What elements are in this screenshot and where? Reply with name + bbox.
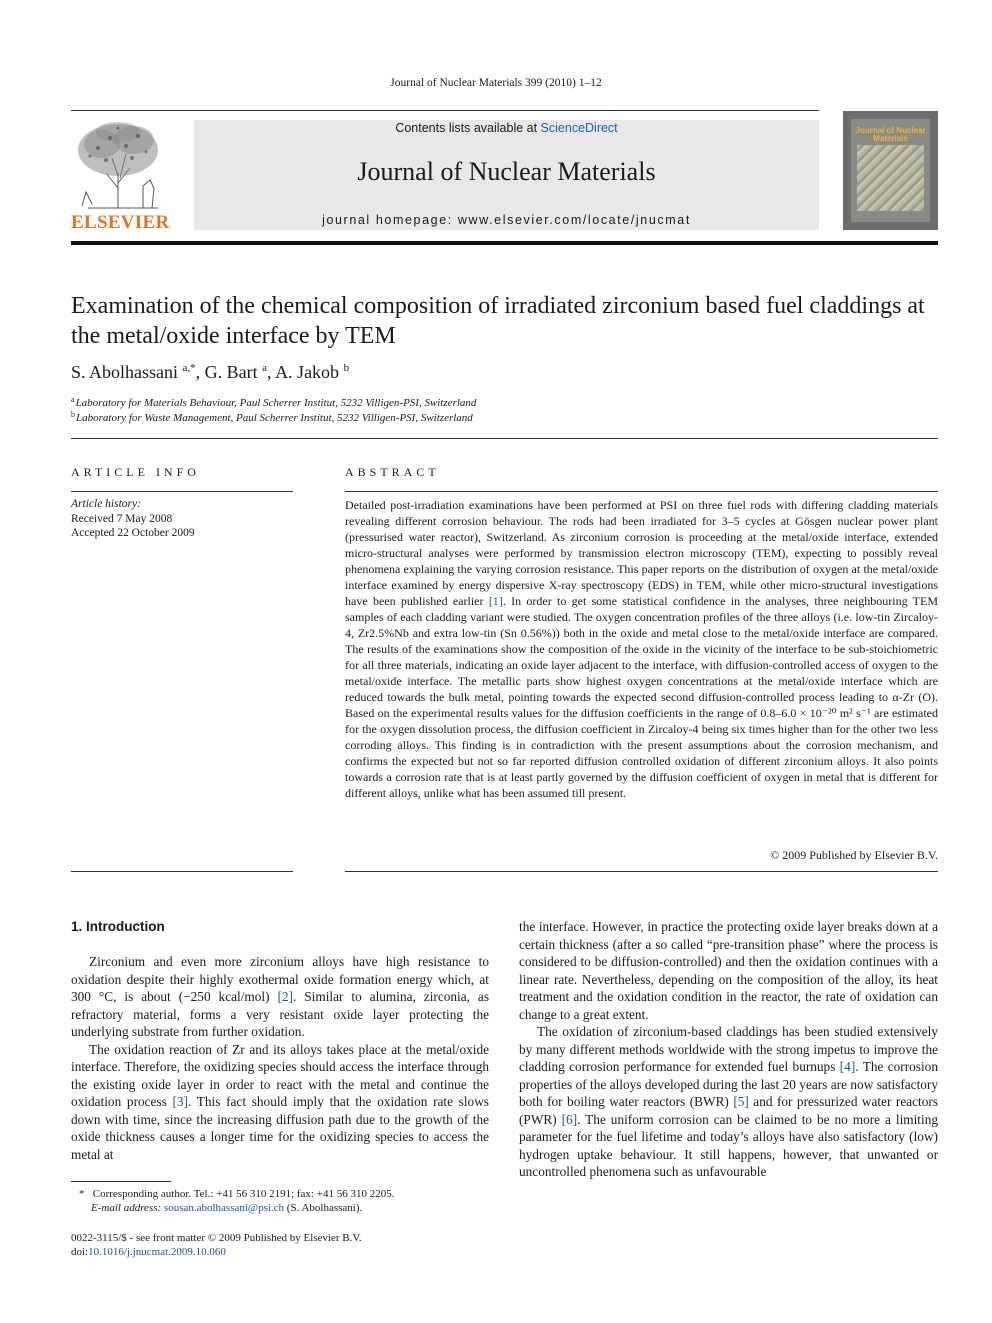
affiliation-rule (71, 438, 938, 439)
paragraph-text: . The corrosion properties of the alloys developed during the last 20 years are now satisfactory both for boiling water reactors (BWR) (519, 1059, 938, 1109)
author-affiliation-marker[interactable]: b (343, 362, 350, 374)
abstract-text-part: . In order to get some statistical confidence in the analyses, three neighbouring TEM samples of each cladding variant were studied. The oxygen concentration profiles of the three alloys (i.e. low-tin Zircaloy-4, Zr2.5%Nb and extra low-tin (Sn 0.56%)) both in the oxide and metal close to the metal/oxide interface are compared. The results of the examinations show the composition of the oxide in the vicinity of the interface to be sub-stoichiometric for all three materials, indicating an oxide layer adjacent to the interface, with diffusion-controlled access of oxygen to the metal/oxide interface. The metallic parts show highest oxygen concentrations at the metal/oxide interface which are reduced towards the bulk metal, pointing towards the expected second diffusion-controlled process leading to α-Zr (O). Based on the experimental results values for the diffusion coefficients in the range of 0.8–6.0 × 10⁻²⁰ m² s⁻¹ are estimated for the oxygen dissolution process, the diffusion coefficient in Zircaloy-4 being six times higher than for the other two less corroding alloys. This finding is in contradiction with the present assumptions about the corrosion mechanism, and confirms the expected but not so far reported diffusion controlled oxidation of different zirconium alloys. It also points towards a corrosion rate that is at least partly governed by the diffusion coefficient of oxygen in metal that is different for different alloys, unlike what has been assumed till present. (345, 594, 939, 800)
footnote-email-line (71, 1201, 394, 1215)
paragraph (71, 1041, 489, 1164)
author-affiliation-marker[interactable]: a (262, 362, 268, 374)
abstract-rule (345, 491, 938, 492)
paragraph-text: The oxidation reaction of Zr and its alloys takes place at the metal/oxide interface. Therefore, the oxidizing species should access the interface through the existing oxide layer in order to react with the metal and continue the oxidation process (71, 1041, 489, 1109)
author-affiliation-marker[interactable]: a,* (182, 362, 196, 374)
body-right-column (519, 918, 938, 1181)
sciencedirect-link[interactable]: ScienceDirect (540, 121, 618, 135)
journal-homepage[interactable]: journal homepage: www.elsevier.com/locate/jnucmat (322, 213, 691, 227)
affiliation-text: Laboratory for Waste Management, Paul Scherrer Institut, 5232 Villigen-PSI, Switzerland (76, 412, 473, 424)
footnote (71, 1187, 394, 1215)
header-thick-rule (71, 241, 938, 245)
affiliation-marker: a (71, 395, 75, 404)
paragraph-text: . The uniform corrosion can be claimed to be no more a limiting parameter for the fuel lifetime and today’s alloys have also satisfactory (low) hydrogen uptake behaviour. It still happens, however, that unwanted or uncontrolled phenomena such as unfavourable (519, 1111, 938, 1179)
footnote-rule (71, 1181, 171, 1182)
paragraph-text: Zirconium and even more zirconium alloys have high resistance to oxidation despite their highly exothermal oxide formation energy which, at 300 °C, is about (−250 kcal/mol) (71, 954, 489, 1004)
affiliation-text: Laboratory for Materials Behaviour, Paul Scherrer Institut, 5232 Villigen-PSI, Switzerland (75, 397, 477, 409)
contents-line (194, 121, 819, 135)
journal-title: Journal of Nuclear Materials (357, 157, 656, 186)
cover-inner (851, 119, 930, 222)
author-name: S. Abolhassani (71, 362, 179, 382)
author-name: A. Jakob (275, 362, 340, 382)
abstract-copyright: © 2009 Published by Elsevier B.V. (770, 848, 938, 862)
article-info-heading: ARTICLE INFO (71, 465, 200, 479)
article-title: Examination of the chemical composition of irradiated zirconium based fuel claddings at the metal/oxide interface by TEM (71, 293, 925, 349)
affiliation-marker: b (71, 410, 75, 419)
article-info-bottom-rule (71, 871, 293, 872)
email-owner: (S. Abolhassani). (286, 1202, 363, 1214)
doi-label: doi: (71, 1246, 89, 1258)
email-label: E-mail address: (91, 1202, 162, 1214)
citation-link[interactable]: [2] (277, 989, 293, 1004)
accepted-date: Accepted 22 October 2009 (71, 527, 195, 539)
affiliation-b (71, 410, 473, 424)
body-left-column (71, 953, 489, 1163)
header-rule (71, 110, 819, 111)
author-list: S. Abolhassani $^{a,*}$, G. Bart $^a$, A. Jakob $^b$ (71, 362, 350, 382)
paragraph-text: and for pressurized water reactors (PWR) (519, 1094, 938, 1127)
abstract-bottom-rule (345, 871, 938, 872)
history-label: Article history: (71, 498, 141, 510)
affiliation-a (71, 395, 476, 409)
citation-link[interactable]: [1] (488, 594, 503, 608)
elsevier-wordmark: ELSEVIER (71, 212, 170, 233)
issn-line: 0022-3115/$ - see front matter © 2009 Published by Elsevier B.V. (71, 1232, 362, 1244)
abstract-text-part: Detailed post-irradiation examinations have been performed at PSI on three fuel rods with differing cladding materials revealing different corrosion behaviour. The rods had been irradiated for 3–5 cycles at Gösgen nuclear power plant (pressurised water reactor), Switzerland. As zirconium corrosion is proceeding at the metal/oxide interface, extended micro-structural analyses were performed by transmission electron microscopy (TEM), expecting to possibly reveal phenomena explaining the varying corrosion resistance. This paper reports on the distribution of oxygen at the metal/oxide interface examined by energy dispersive X-ray spectroscopy (EDS) in TEM, while other micro-structural investigations have been published earlier (345, 498, 938, 608)
received-date: Received 7 May 2008 (71, 512, 173, 525)
journal-cover-thumbnail (843, 111, 938, 230)
article-history (71, 497, 195, 541)
footnote-text: Corresponding author. Tel.: +41 56 310 2191; fax: +41 56 310 2205. (92, 1188, 395, 1200)
paragraph (519, 1023, 938, 1181)
paragraph-text: The oxidation of zirconium-based claddings has been studied extensively by many different methods worldwide with the strong impetus to improve the cladding corrosion performance for extended fuel burnups (519, 1024, 938, 1074)
email-link[interactable]: sousan.abolhassani@psi.ch (163, 1202, 285, 1214)
abstract-text (345, 497, 938, 801)
journal-reference: Journal of Nuclear Materials 399 (2010) 1–12 (390, 77, 602, 89)
paragraph: the interface. However, in practice the protecting oxide layer breaks down at a certain thickness (after a so called “pre-transition phase” where the process is considered to be diffusion-controlled) and then the oxidation continues with a linear rate. Nevertheless, depending on the composition of the alloy, its heat treatment and the oxidation condition in the reactor, the rate of oxidation can change to a great extent. (519, 919, 938, 1022)
citation-link[interactable]: [3] (172, 1094, 188, 1109)
abstract-heading: ABSTRACT (345, 465, 440, 479)
contents-prefix: Contents lists available at (395, 121, 541, 135)
paragraph-text: . This fact should imply that the oxidation rate slows down with time, since the increasing diffusion path due to the growth of the oxide thickness causes a longer time for the oxidizing species to access the metal at (71, 1094, 489, 1162)
issn-block (71, 1231, 362, 1259)
citation-link[interactable]: [5] (733, 1094, 749, 1109)
paragraph (71, 953, 489, 1041)
paragraph-text: . Similar to alumina, zirconia, as refractory material, forms a very resistant oxide layer protecting the underlying substrate from further oxidation. (71, 989, 489, 1039)
footnote-corresponding (71, 1187, 394, 1201)
section-title: 1. Introduction (71, 919, 165, 934)
author-name: G. Bart (204, 362, 258, 382)
footnote-marker: * (79, 1188, 85, 1200)
article-info-rule (71, 491, 293, 492)
citation-link[interactable]: [4] (839, 1059, 856, 1074)
doi-line (71, 1245, 362, 1259)
cover-image (857, 145, 924, 211)
citation-link[interactable]: [6] (561, 1111, 578, 1127)
doi-link[interactable]: 10.1016/j.jnucmat.2009.10.060 (88, 1246, 226, 1258)
cover-title: Journal of Nuclear Materials (855, 126, 926, 143)
